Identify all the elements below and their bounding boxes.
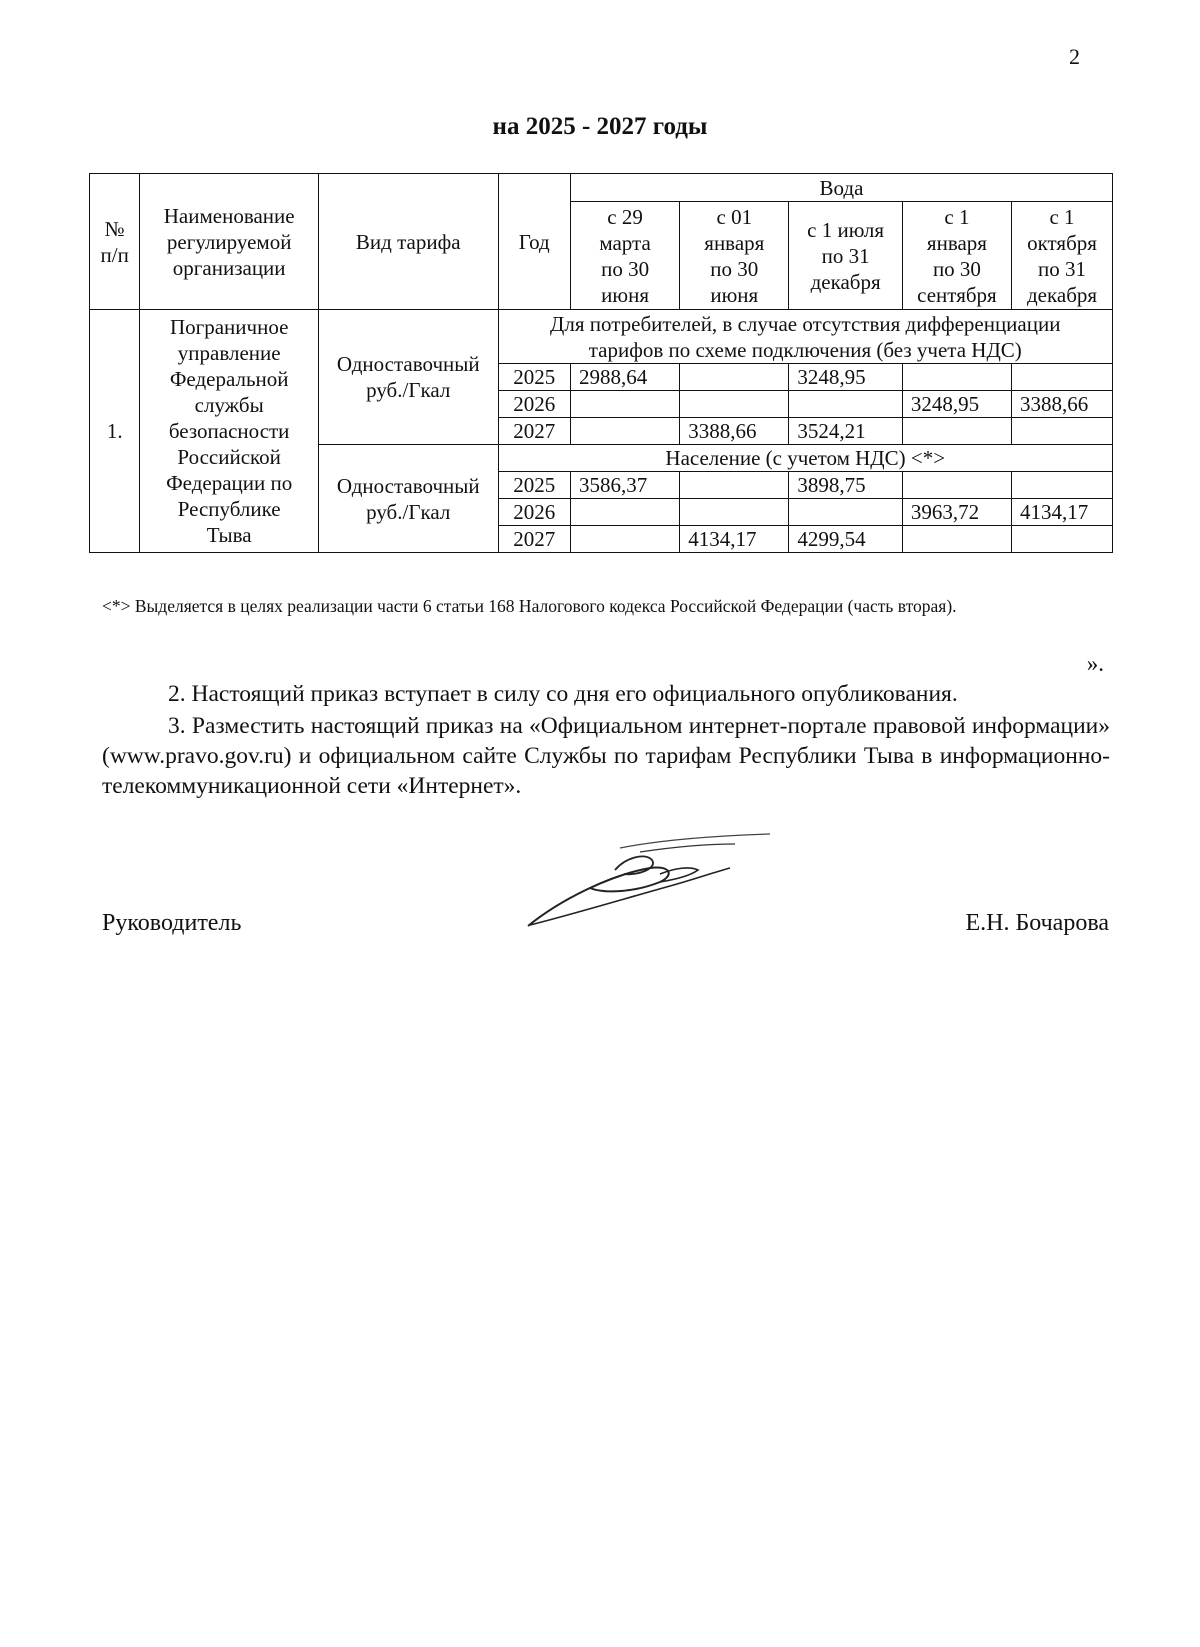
value-cell: 4299,54 (789, 526, 902, 553)
header-period-5: с 1 октября по 31 декабря (1012, 202, 1113, 310)
tariff-type-cell: Одноставочный руб./Гкал (318, 445, 498, 553)
value-cell: 3248,95 (902, 391, 1011, 418)
footnote: <*> Выделяется в целях реализации части 6 статьи 168 Налогового кодекса Российской Федерации (часть вторая). (102, 596, 957, 616)
value-cell (1012, 364, 1113, 391)
year-cell: 2025 (498, 364, 570, 391)
organization-name: Пограничное управление Федеральной службы безопасности Российской Федерации по Республике Тыва (140, 310, 319, 553)
section-title: Для потребителей, в случае отсутствия дифференциации тарифов по схеме подключения (без учета НДС) (498, 310, 1112, 364)
header-year: Год (498, 174, 570, 310)
header-tariff-type: Вид тарифа (318, 174, 498, 310)
value-cell (789, 499, 902, 526)
value-cell: 3898,75 (789, 472, 902, 499)
year-cell: 2027 (498, 526, 570, 553)
value-cell: 4134,17 (680, 526, 789, 553)
value-cell: 3586,37 (570, 472, 679, 499)
value-cell: 3248,95 (789, 364, 902, 391)
value-cell (680, 364, 789, 391)
value-cell (570, 391, 679, 418)
section-title: Население (с учетом НДС) <*> (498, 445, 1112, 472)
signatory-name: Е.Н. Бочарова (965, 910, 1109, 936)
tariff-table (89, 173, 1113, 553)
value-cell (680, 472, 789, 499)
value-cell (570, 418, 679, 445)
value-cell: 2988,64 (570, 364, 679, 391)
value-cell: 3388,66 (1012, 391, 1113, 418)
tariff-type-cell: Одноставочный руб./Гкал (318, 310, 498, 445)
value-cell (1012, 418, 1113, 445)
value-cell: 3524,21 (789, 418, 902, 445)
header-number: № п/п (90, 174, 140, 310)
header-organization: Наименование регулируемой организации (140, 174, 319, 310)
value-cell: 3963,72 (902, 499, 1011, 526)
year-cell: 2026 (498, 499, 570, 526)
value-cell (1012, 472, 1113, 499)
header-period-3: с 1 июля по 31 декабря (789, 202, 902, 310)
value-cell (1012, 526, 1113, 553)
header-period-4: с 1 января по 30 сентября (902, 202, 1011, 310)
value-cell (680, 391, 789, 418)
signatory-role: Руководитель (102, 910, 242, 936)
header-period-1: с 29 марта по 30 июня (570, 202, 679, 310)
year-cell: 2027 (498, 418, 570, 445)
header-group-water: Вода (570, 174, 1112, 202)
value-cell (789, 391, 902, 418)
value-cell (902, 364, 1011, 391)
value-cell (570, 499, 679, 526)
value-cell (902, 472, 1011, 499)
value-cell (902, 418, 1011, 445)
value-cell (570, 526, 679, 553)
table-title: на 2025 - 2027 годы (492, 113, 708, 140)
year-cell: 2025 (498, 472, 570, 499)
row-number: 1. (90, 310, 140, 553)
paragraph-3: 3. Разместить настоящий приказ на «Официальном интернет-портале правовой информации» (www.pravo.gov.ru) и официальном сайте Службы по тарифам Республики Тыва в информационно-телекоммуникационной сети «Интернет». (102, 713, 1110, 799)
paragraph-2: 2. Настоящий приказ вступает в силу со дня его официального опубликования. (168, 681, 958, 707)
value-cell: 4134,17 (1012, 499, 1113, 526)
year-cell: 2026 (498, 391, 570, 418)
header-period-2: с 01 января по 30 июня (680, 202, 789, 310)
value-cell (902, 526, 1011, 553)
value-cell: 3388,66 (680, 418, 789, 445)
handwritten-signature (520, 830, 780, 940)
closing-quote: ». (1086, 651, 1104, 676)
page-number: 2 (1069, 44, 1080, 69)
value-cell (680, 499, 789, 526)
